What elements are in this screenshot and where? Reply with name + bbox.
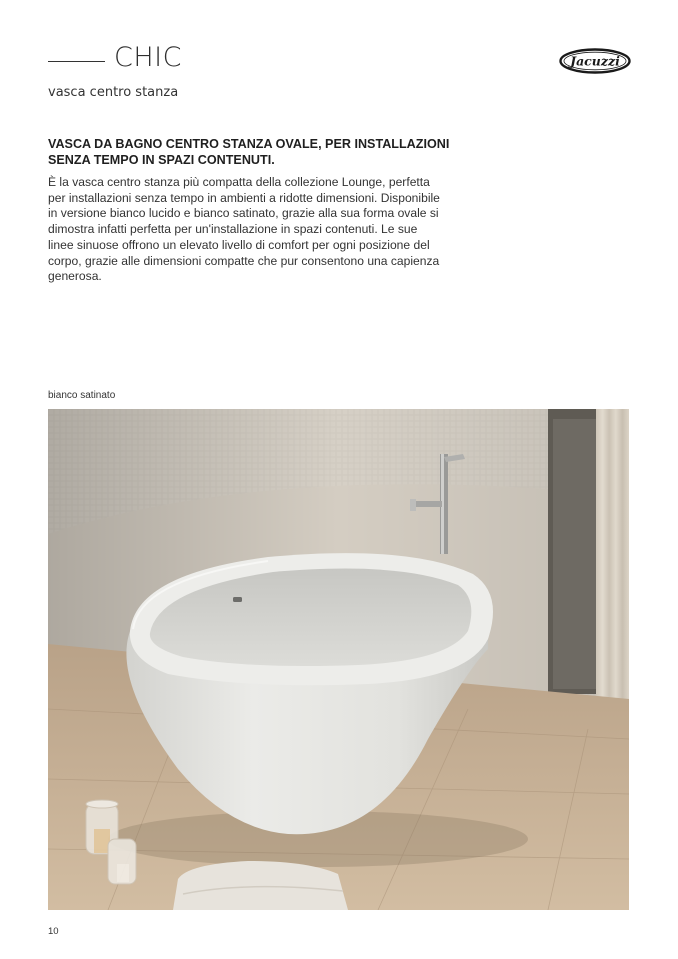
bathtub-photo: [48, 409, 629, 910]
page-number: 10: [48, 926, 59, 937]
jacuzzi-logo: [559, 48, 631, 78]
title-rule: [48, 61, 105, 62]
description-paragraph: È la vasca centro stanza più compatta della collezione Lounge, perfetta per installazioni senza tempo in ambienti a ridotte dimensioni. Disponibile in versione bianco lucido e bianco satinato, grazie alla sua forma ovale si dimostra infatti perfetta per un'installazione in spazi contenuti. Le sue linee sinuose offrono un elevato livello di comfort per ogni posizione del corpo, grazie alle dimensioni compatte che pur consentono una capienza generosa.: [48, 175, 440, 284]
page-title: CHIC: [114, 42, 182, 73]
image-caption: bianco satinato: [48, 390, 116, 401]
svg-text:Jacuzzi: Jacuzzi: [570, 53, 620, 69]
section-heading: VASCA DA BAGNO CENTRO STANZA OVALE, PER INSTALLAZIONI SENZA TEMPO IN SPAZI CONTENUTI.: [48, 137, 450, 167]
page-subtitle: vasca centro stanza: [48, 85, 179, 100]
